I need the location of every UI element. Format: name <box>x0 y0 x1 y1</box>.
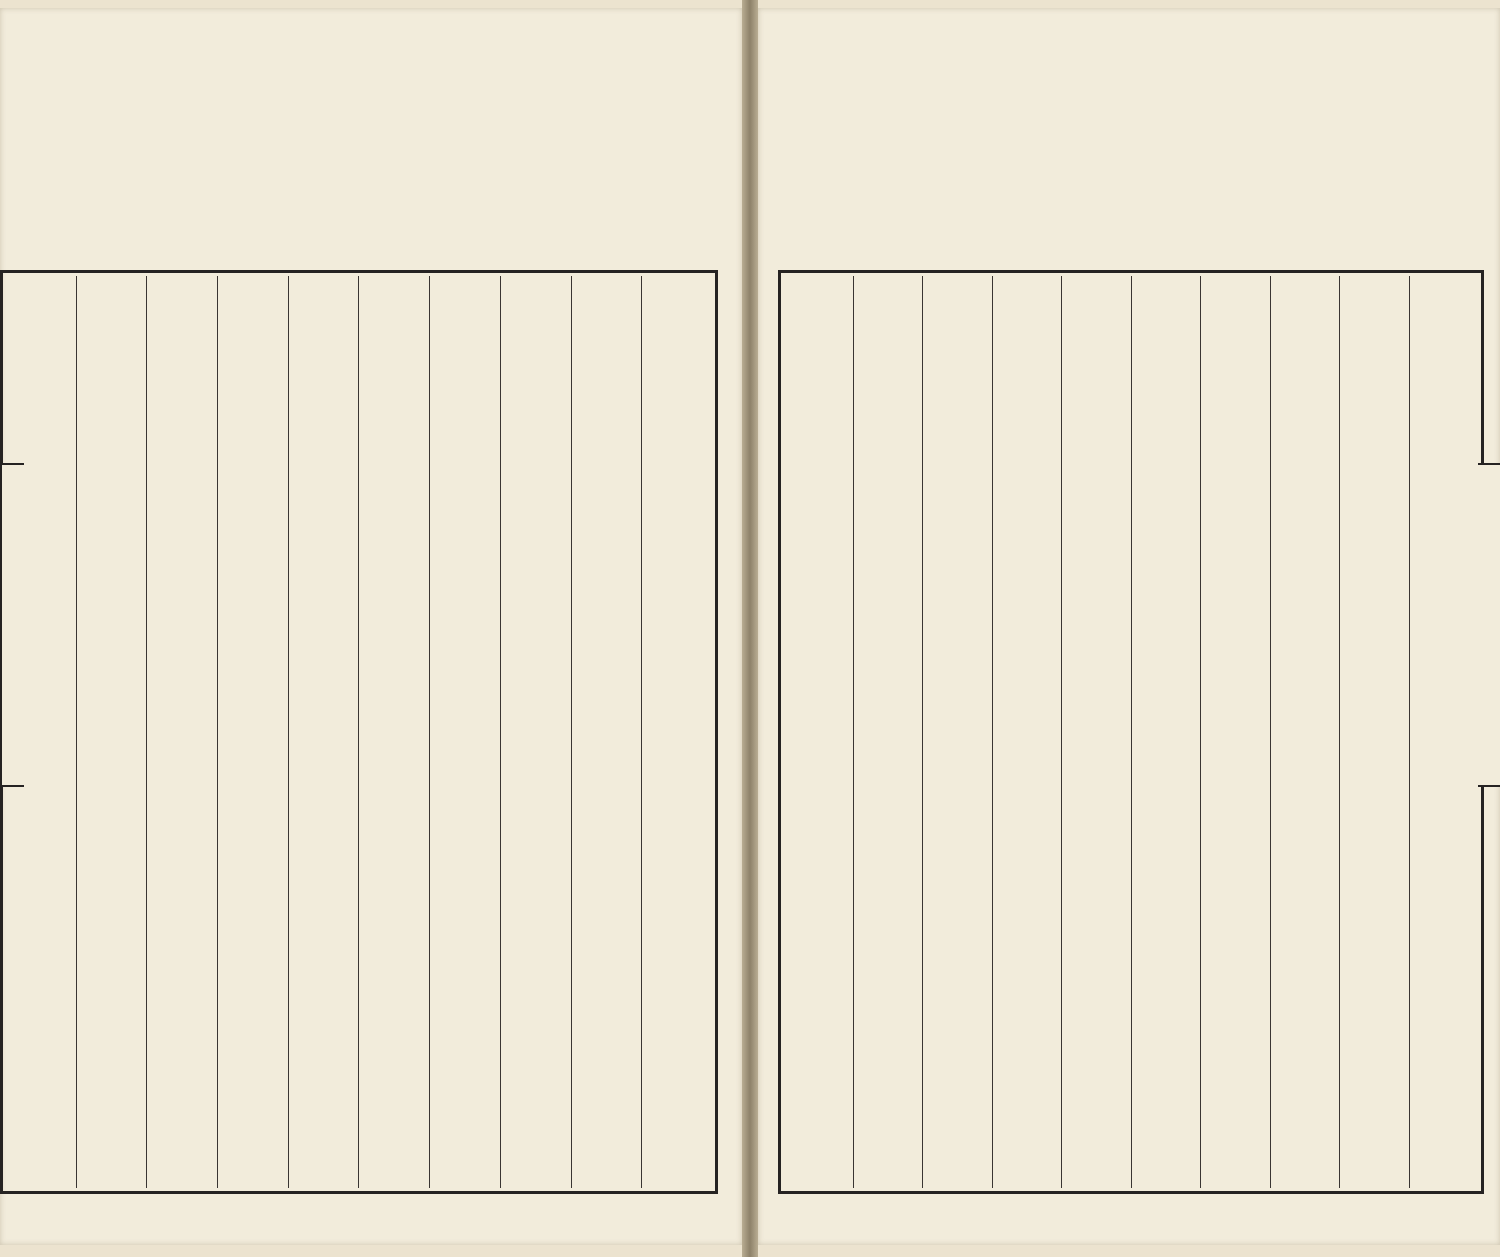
left-page <box>0 8 742 1245</box>
text-column <box>922 276 992 1188</box>
text-column <box>429 276 500 1188</box>
text-column <box>76 276 147 1188</box>
left-text-frame <box>0 270 718 1194</box>
text-column <box>853 276 923 1188</box>
right-margin-notes <box>1128 16 1458 271</box>
right-text-frame <box>778 270 1484 1194</box>
text-column <box>500 276 571 1188</box>
text-column <box>1270 276 1340 1188</box>
right-page <box>758 8 1500 1245</box>
text-column <box>1409 276 1479 1188</box>
left-column-grid <box>6 276 712 1188</box>
left-margin-notes <box>6 22 668 277</box>
edge-label-text <box>2 465 6 481</box>
right-edge-label <box>1478 463 1500 787</box>
edge-label-text <box>1478 465 1482 481</box>
text-column <box>1131 276 1201 1188</box>
text-column <box>288 276 359 1188</box>
text-column <box>1339 276 1409 1188</box>
text-column <box>358 276 429 1188</box>
text-column <box>146 276 217 1188</box>
book-spine <box>742 0 758 1257</box>
text-column <box>641 276 712 1188</box>
text-column <box>571 276 642 1188</box>
text-column <box>784 276 853 1188</box>
right-column-grid <box>784 276 1478 1188</box>
text-column <box>1061 276 1131 1188</box>
text-column <box>992 276 1062 1188</box>
left-edge-label <box>0 463 24 787</box>
text-column <box>1200 276 1270 1188</box>
text-column <box>217 276 288 1188</box>
